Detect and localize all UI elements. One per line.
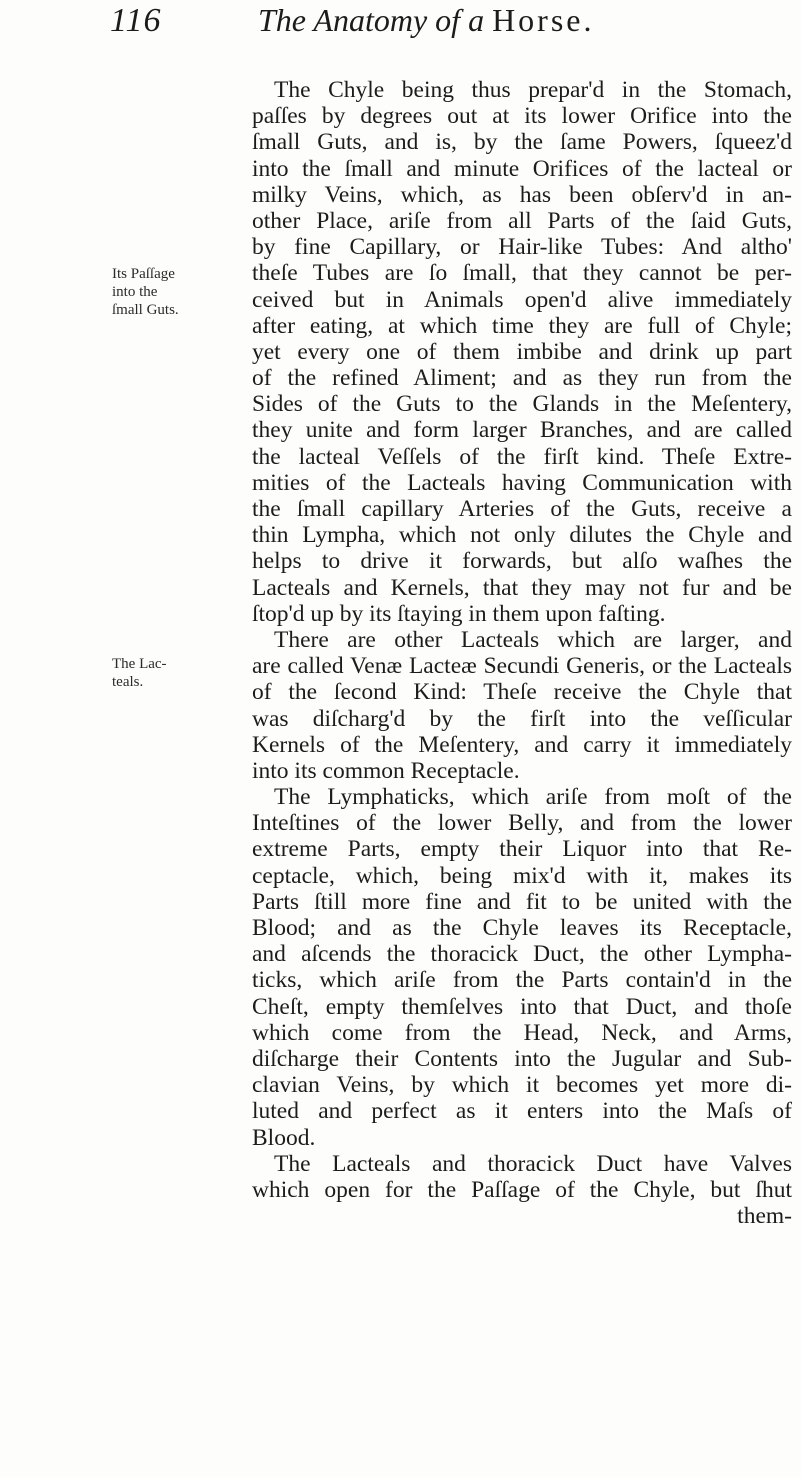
- text-line: of the ſecond Kind: Theſe receive the Chyle that: [252, 679, 792, 706]
- page-number: 116: [110, 2, 162, 39]
- margin-note-lacteals: [112, 655, 188, 691]
- text-line: which open for the Paſſage of the Chyle, but ſhut: [252, 1176, 792, 1203]
- text-line: diſcharge their Contents into the Jugular and Sub-: [252, 1045, 792, 1072]
- text-line: they unite and form larger Branches, and are called: [252, 417, 792, 444]
- text-line: ſtop'd up by its ſtaying in them upon faſting.: [252, 600, 666, 627]
- text-line: There are other Lacteals which are larger, and: [274, 626, 792, 653]
- text-line: ceived but in Animals open'd alive immediately: [252, 286, 792, 313]
- text-line: the lacteal Veſſels of the firſt kind. Theſe Extre-: [252, 443, 792, 470]
- text-line: theſe Tubes are ſo ſmall, that they cannot be per-: [252, 260, 792, 287]
- body-text: [252, 77, 792, 1229]
- text-line: Sides of the Guts to the Glands in the Meſentery,: [252, 391, 792, 418]
- running-head: [258, 2, 594, 39]
- text-line: which come from the Head, Neck, and Arms,: [252, 1019, 792, 1046]
- text-line: Cheſt, empty themſelves into that Duct, and thoſe: [252, 993, 792, 1020]
- text-line: ſmall Guts, and is, by the ſame Powers, ſqueez'd: [252, 129, 792, 156]
- text-line: Inteſtines of the lower Belly, and from the lower: [252, 810, 792, 837]
- text-line: Parts ſtill more fine and fit to be united with the: [252, 888, 792, 915]
- text-line: the ſmall capillary Arteries of the Guts, receive a: [252, 496, 792, 522]
- margin-note-line: ſmall Guts.: [112, 302, 179, 318]
- text-line: Blood.: [252, 1124, 316, 1151]
- margin-note-line: teals.: [112, 674, 144, 690]
- text-line: Kernels of the Meſentery, and carry it immediately: [252, 731, 792, 758]
- text-line: helps to drive it forwards, but alſo waſhes the: [252, 548, 792, 575]
- text-line: paſſes by degrees out at its lower Orifice into the: [252, 103, 792, 130]
- text-line: Blood; and as the Chyle leaves its Receptacle,: [252, 915, 792, 941]
- text-line: mities of the Lacteals having Communication with: [252, 469, 792, 496]
- text-line: into its common Receptacle.: [252, 757, 520, 784]
- margin-note-line: The Lac-: [112, 656, 167, 672]
- running-head-subject: Horse.: [492, 2, 595, 38]
- text-line: after eating, at which time they are full of Chyle;: [252, 312, 792, 339]
- text-line: extreme Parts, empty their Liquor into that Re-: [252, 836, 792, 863]
- text-line: Lacteals and Kernels, that they may not fur and be: [252, 574, 792, 601]
- text-line: was diſcharg'd by the firſt into the veſſicular: [252, 705, 792, 732]
- text-line: other Place, ariſe from all Parts of the ſaid Guts,: [252, 207, 792, 234]
- text-line: ticks, which ariſe from the Parts contain'd in the: [252, 967, 792, 994]
- text-line: The Lymphaticks, which ariſe from moſt of the: [274, 784, 792, 811]
- text-line: The Chyle being thus prepar'd in the Stomach,: [274, 77, 792, 103]
- text-line: clavian Veins, by which it becomes yet more di-: [252, 1072, 792, 1099]
- text-line: The Lacteals and thoracick Duct have Valves: [274, 1150, 792, 1177]
- text-line: yet every one of them imbibe and drink up part: [252, 338, 792, 365]
- text-line: ceptacle, which, being mix'd with it, makes its: [252, 862, 792, 889]
- margin-note-line: into the: [112, 284, 158, 300]
- text-line: are called Venæ Lacteæ Secundi Generis, or the Lacteals: [252, 653, 792, 680]
- margin-note-passage: [112, 265, 188, 319]
- text-line: and aſcends the thoracick Duct, the other Lympha-: [252, 941, 792, 968]
- catchword: them-: [737, 1203, 792, 1230]
- text-line: milky Veins, which, as has been obſerv'd in an-: [252, 181, 792, 208]
- text-line: into the ſmall and minute Orifices of the lacteal or: [252, 155, 792, 182]
- margin-note-line: Its Paſſage: [112, 266, 175, 282]
- text-line: luted and perfect as it enters into the Maſs of: [252, 1098, 792, 1125]
- text-line: by fine Capillary, or Hair-like Tubes: And altho': [252, 234, 792, 261]
- running-head-title: The Anatomy of a: [258, 2, 485, 38]
- text-line: of the refined Aliment; and as they run from the: [252, 365, 792, 392]
- text-line: thin Lympha, which not only dilutes the Chyle and: [252, 522, 792, 549]
